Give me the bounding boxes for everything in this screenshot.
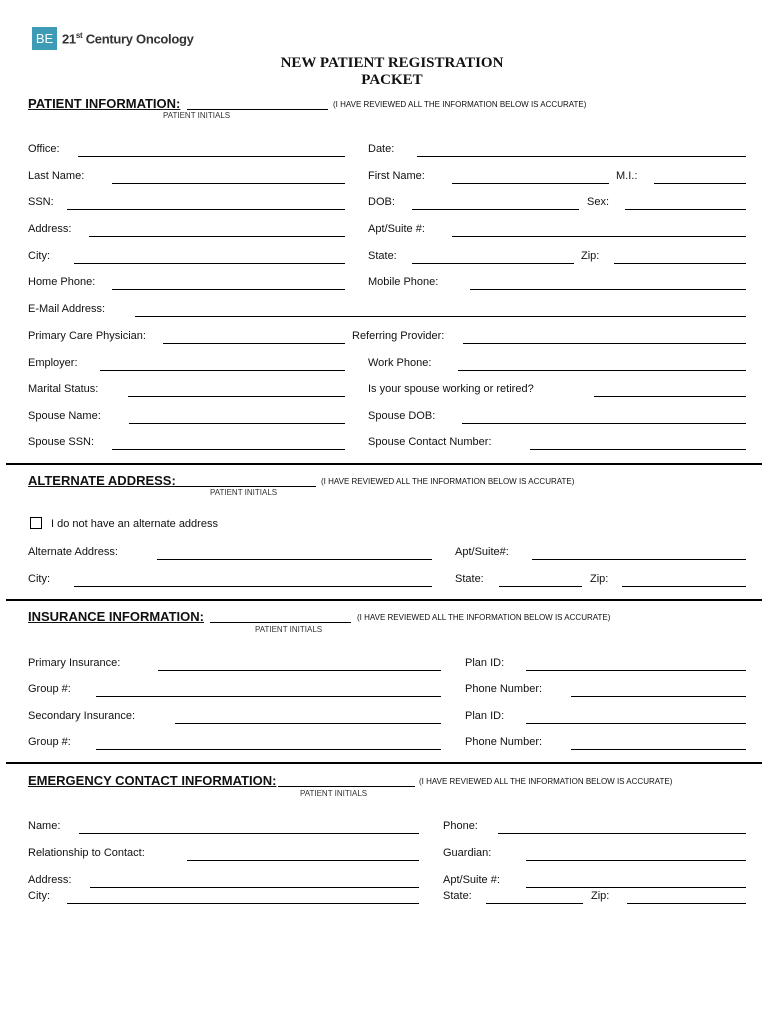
page-title: NEW PATIENT REGISTRATION PACKET [280, 55, 504, 88]
secondary-insurance-label: Secondary Insurance: [28, 710, 136, 722]
alt-apt-field[interactable] [532, 559, 746, 560]
mobile-phone-field[interactable] [470, 289, 746, 290]
mobile-phone-label: Mobile Phone: [368, 276, 439, 288]
ec-state-label: State: [443, 890, 472, 902]
emergency-heading: EMERGENCY CONTACT INFORMATION: [28, 773, 277, 788]
plan-id-field[interactable] [526, 670, 746, 671]
apt-label: Apt/Suite #: [368, 223, 425, 235]
address-label: Address: [28, 223, 72, 235]
work-phone-label: Work Phone: [368, 357, 432, 369]
office-field[interactable] [78, 156, 345, 157]
email-field[interactable] [135, 316, 746, 317]
ec-phone-label: Phone: [443, 820, 478, 832]
ec-guardian-field[interactable] [526, 860, 746, 861]
spouse-contact-field[interactable] [530, 449, 746, 450]
ssn-field[interactable] [67, 209, 345, 210]
alt-zip-label: Zip: [590, 573, 609, 585]
spouse-name-field[interactable] [129, 423, 345, 424]
first-name-field[interactable] [452, 183, 609, 184]
spouse-contact-label: Spouse Contact Number: [368, 436, 492, 448]
ec-phone-field[interactable] [498, 833, 746, 834]
patient-info-heading: PATIENT INFORMATION: [28, 96, 181, 111]
alt-address-label: Alternate Address: [28, 546, 118, 558]
ec-state-field[interactable] [486, 903, 583, 904]
ec-city-label: City: [28, 890, 50, 902]
alt-city-field[interactable] [74, 586, 432, 587]
pcp-label: Primary Care Physician: [28, 330, 146, 342]
secondary-phone-field[interactable] [571, 749, 746, 750]
spouse-name-label: Spouse Name: [28, 410, 101, 422]
insurance-initials-label: PATIENT INITIALS [255, 625, 323, 634]
section-divider [6, 463, 762, 465]
no-alternate-checkbox[interactable] [30, 517, 42, 529]
home-phone-label: Home Phone: [28, 276, 96, 288]
no-alternate-label: I do not have an alternate address [51, 518, 218, 530]
insurance-phone-label: Phone Number: [465, 683, 543, 695]
secondary-insurance-field[interactable] [175, 723, 441, 724]
insurance-initials-field[interactable] [210, 622, 351, 623]
ec-address-label: Address: [28, 874, 72, 886]
alt-apt-label: Apt/Suite#: [455, 546, 509, 558]
address-field[interactable] [89, 236, 345, 237]
spouse-dob-label: Spouse DOB: [368, 410, 436, 422]
ec-relationship-field[interactable] [187, 860, 419, 861]
insurance-heading: INSURANCE INFORMATION: [28, 609, 204, 624]
ec-apt-label: Apt/Suite #: [443, 874, 500, 886]
zip-field[interactable] [614, 263, 746, 264]
review-statement: (I HAVE REVIEWED ALL THE INFORMATION BELOW IS ACCURATE) [333, 100, 587, 109]
alt-state-field[interactable] [499, 586, 582, 587]
city-label: City: [28, 250, 50, 262]
date-label: Date: [368, 143, 395, 155]
date-field[interactable] [417, 156, 746, 157]
sex-label: Sex: [587, 196, 610, 208]
ec-name-field[interactable] [79, 833, 419, 834]
mi-field[interactable] [654, 183, 746, 184]
office-label: Office: [28, 143, 60, 155]
mi-label: M.I.: [616, 170, 638, 182]
emergency-initials-field[interactable] [278, 786, 415, 787]
alt-state-label: State: [455, 573, 484, 585]
employer-label: Employer: [28, 357, 78, 369]
ec-guardian-label: Guardian: [443, 847, 492, 859]
logo-badge: BE [32, 27, 57, 50]
patient-initials-field[interactable] [187, 109, 328, 110]
ec-city-field[interactable] [67, 903, 419, 904]
spouse-working-label: Is your spouse working or retired? [368, 383, 534, 395]
secondary-phone-label: Phone Number: [465, 736, 543, 748]
ec-address-field[interactable] [90, 887, 419, 888]
group-field[interactable] [96, 696, 441, 697]
alternate-initials-field[interactable] [175, 486, 316, 487]
apt-field[interactable] [452, 236, 746, 237]
alt-city-label: City: [28, 573, 50, 585]
review-statement: (I HAVE REVIEWED ALL THE INFORMATION BELOW IS ACCURATE) [357, 613, 611, 622]
zip-label: Zip: [581, 250, 600, 262]
dob-field[interactable] [412, 209, 579, 210]
primary-insurance-field[interactable] [158, 670, 441, 671]
referring-label: Referring Provider: [352, 330, 445, 342]
section-divider [6, 762, 762, 764]
alternate-initials-label: PATIENT INITIALS [210, 488, 278, 497]
dob-label: DOB: [368, 196, 395, 208]
ec-relationship-label: Relationship to Contact: [28, 847, 145, 859]
spouse-ssn-field[interactable] [112, 449, 345, 450]
section-divider [6, 599, 762, 601]
review-statement: (I HAVE REVIEWED ALL THE INFORMATION BELOW IS ACCURATE) [419, 777, 673, 786]
employer-field[interactable] [100, 370, 345, 371]
review-statement: (I HAVE REVIEWED ALL THE INFORMATION BELOW IS ACCURATE) [321, 477, 575, 486]
city-field[interactable] [74, 263, 345, 264]
pcp-field[interactable] [163, 343, 345, 344]
last-name-label: Last Name: [28, 170, 85, 182]
alt-zip-field[interactable] [622, 586, 746, 587]
patient-initials-label: PATIENT INITIALS [163, 111, 231, 120]
email-label: E-Mail Address: [28, 303, 106, 315]
state-field[interactable] [412, 263, 574, 264]
plan-id-label: Plan ID: [465, 657, 505, 669]
state-label: State: [368, 250, 397, 262]
marital-label: Marital Status: [28, 383, 99, 395]
insurance-phone-field[interactable] [571, 696, 746, 697]
ec-name-label: Name: [28, 820, 61, 832]
first-name-label: First Name: [368, 170, 425, 182]
alt-address-field[interactable] [157, 559, 432, 560]
secondary-group-label: Group #: [28, 736, 71, 748]
alternate-address-heading: ALTERNATE ADDRESS: [28, 473, 176, 488]
ec-zip-label: Zip: [591, 890, 610, 902]
emergency-initials-label: PATIENT INITIALS [300, 789, 368, 798]
sex-field[interactable] [625, 209, 746, 210]
home-phone-field[interactable] [112, 289, 345, 290]
logo-name: 21st Century Oncology [62, 31, 194, 47]
ec-zip-field[interactable] [627, 903, 746, 904]
last-name-field[interactable] [112, 183, 345, 184]
group-label: Group #: [28, 683, 71, 695]
referring-field[interactable] [463, 343, 746, 344]
primary-insurance-label: Primary Insurance: [28, 657, 121, 669]
marital-field[interactable] [128, 396, 345, 397]
ssn-label: SSN: [28, 196, 54, 208]
spouse-working-field[interactable] [594, 396, 746, 397]
work-phone-field[interactable] [458, 370, 746, 371]
spouse-ssn-label: Spouse SSN: [28, 436, 95, 448]
spouse-dob-field[interactable] [462, 423, 746, 424]
ec-apt-field[interactable] [526, 887, 746, 888]
secondary-plan-id-field[interactable] [526, 723, 746, 724]
secondary-group-field[interactable] [96, 749, 441, 750]
secondary-plan-id-label: Plan ID: [465, 710, 505, 722]
